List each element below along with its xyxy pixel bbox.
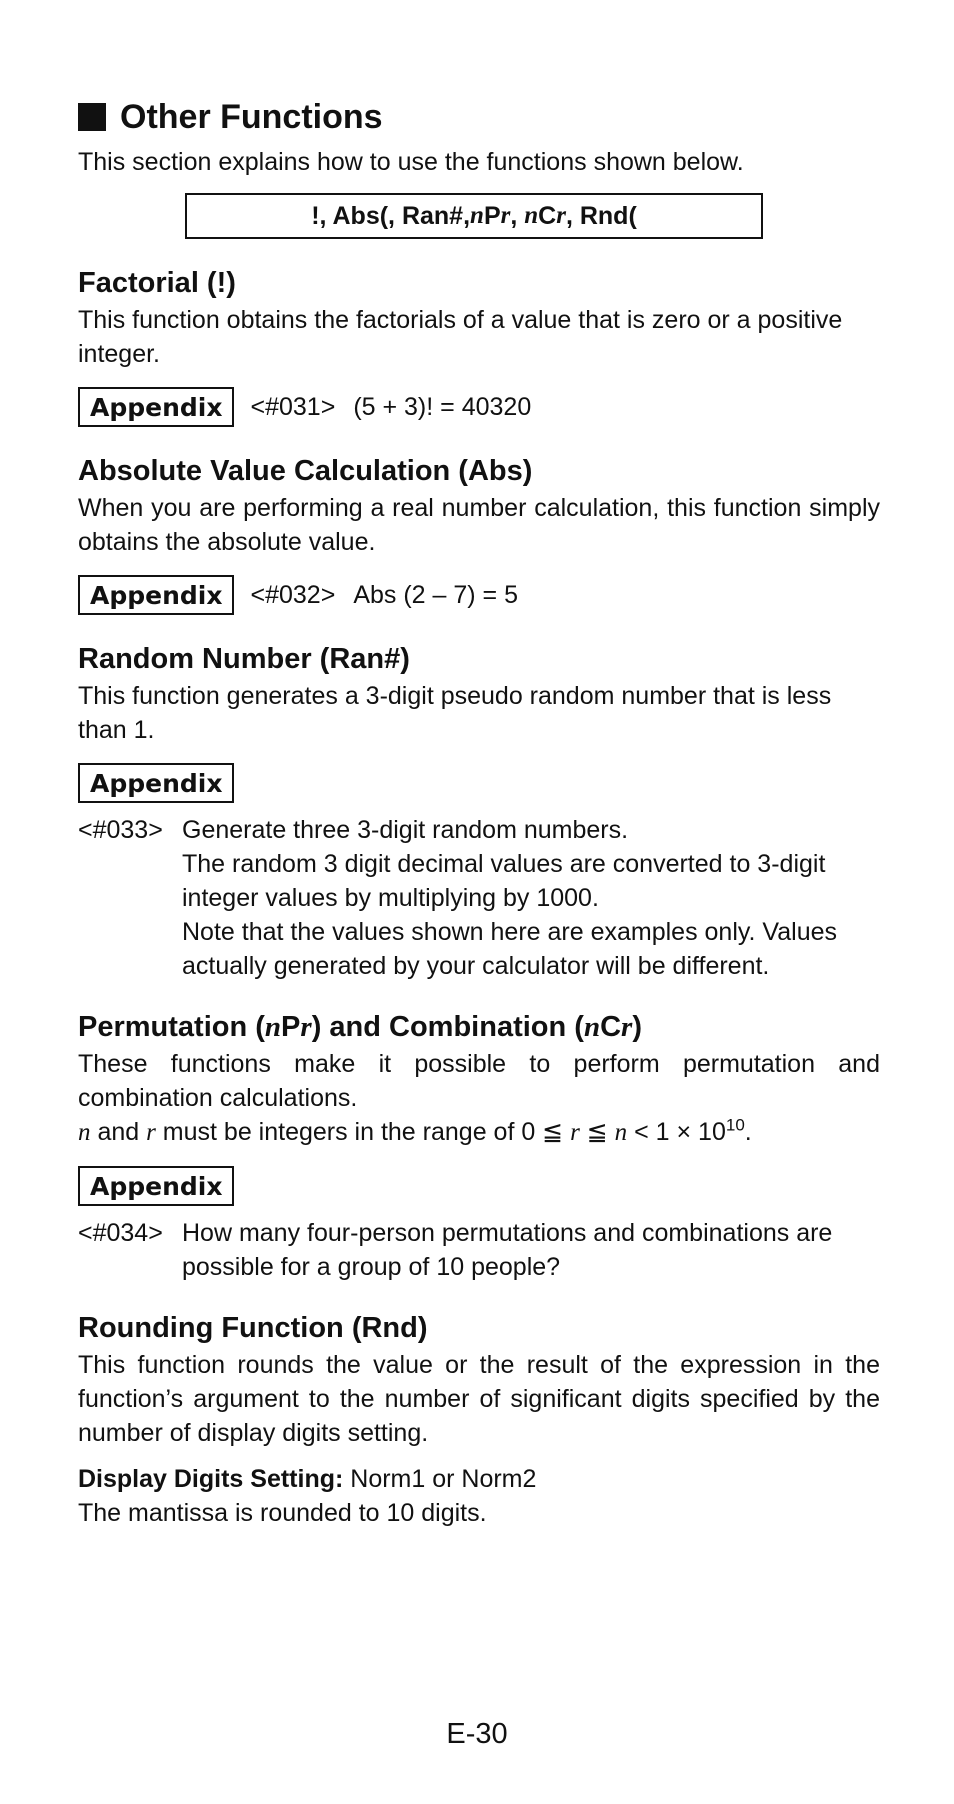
functions-n-symbol: n — [470, 202, 484, 229]
factorial-heading: Factorial (!) — [78, 267, 236, 299]
range-r: r — [146, 1119, 156, 1146]
manual-page — [78, 95, 880, 1530]
random-appendix-row — [78, 763, 880, 803]
functions-p-symbol: P — [483, 201, 501, 230]
random-description: This function generates a 3-digit pseudo random number that is less than 1. — [78, 682, 832, 744]
functions-box — [185, 193, 763, 239]
abs-description: When you are performing a real number calculation, this function simply obtains the absolute value. — [78, 494, 880, 556]
functions-r-symbol: r — [556, 202, 566, 229]
functions-r-symbol: r — [500, 202, 511, 229]
perm-title-part: Permutation ( — [78, 1011, 265, 1043]
factorial-description: This function obtains the factorials of a value that is zero or a positive integer. — [78, 306, 843, 368]
functions-list-text: !, Abs(, Ran#, — [311, 201, 471, 230]
example-expression: Abs (2 – 7) = 5 — [353, 580, 518, 609]
example-ref: <#033> — [78, 816, 163, 844]
perm-title-n: n — [264, 1011, 282, 1043]
perm-title-r: r — [621, 1011, 633, 1043]
perm-title-r: r — [300, 1011, 312, 1043]
display-digits-setting — [78, 1462, 880, 1496]
appendix-label: Appendix — [78, 763, 234, 803]
range-r: r — [570, 1119, 580, 1146]
perm-title-end: ) — [632, 1011, 642, 1043]
factorial-appendix-row — [78, 387, 880, 427]
range-end: . — [744, 1118, 752, 1146]
rounding-note: The mantissa is rounded to 10 digits. — [78, 1499, 487, 1527]
range-text: ≦ — [579, 1118, 615, 1146]
page-number: E-30 — [446, 1718, 508, 1750]
abs-heading: Absolute Value Calculation (Abs) — [78, 455, 533, 487]
rounding-heading: Rounding Function (Rnd) — [78, 1312, 428, 1344]
perm-description: These functions make it possible to perform permutation and combination calculations. — [78, 1050, 880, 1112]
functions-separator: , — [510, 201, 525, 230]
functions-list-end: , Rnd( — [565, 201, 637, 230]
abs-appendix-row — [78, 575, 880, 615]
perm-range — [78, 1115, 880, 1150]
example-expression: (5 + 3)! = 40320 — [353, 392, 532, 421]
perm-example — [78, 1216, 880, 1284]
random-example-line2: The random 3 digit decimal values are converted to 3-digit integer values by multiplying by 1000. — [182, 850, 826, 912]
perm-title-part: ) and Combination ( — [311, 1011, 584, 1043]
random-example-line3: Note that the values shown here are examples only. Values actually generated by your calculator will be different. — [182, 918, 838, 980]
section-title — [78, 95, 880, 139]
example-ref: <#034> — [78, 1219, 163, 1247]
setting-value: Norm1 or Norm2 — [343, 1465, 537, 1493]
range-n: n — [614, 1119, 628, 1146]
perm-example-question: How many four-person permutations and combinations are possible for a group of 10 people? — [182, 1219, 833, 1281]
section-intro: This section explains how to use the functions shown below. — [78, 148, 744, 176]
setting-label: Display Digits Setting: — [78, 1465, 344, 1493]
example-ref: <#031> — [250, 392, 336, 421]
black-square-icon — [78, 103, 106, 131]
functions-n-symbol: n — [524, 202, 539, 229]
random-example-line1: Generate three 3-digit random numbers. — [182, 816, 629, 844]
perm-title-p: P — [281, 1011, 301, 1043]
example-ref: <#032> — [250, 580, 336, 609]
random-heading: Random Number (Ran#) — [78, 643, 410, 675]
perm-title-n: n — [583, 1011, 601, 1043]
range-text: must be integers in the range of 0 ≦ — [155, 1118, 571, 1146]
range-exponent: 10 — [725, 1115, 745, 1135]
range-n: n — [78, 1119, 91, 1146]
appendix-label: Appendix — [78, 1166, 234, 1206]
range-text: and — [90, 1118, 147, 1146]
functions-c-symbol: C — [538, 201, 557, 230]
appendix-label: Appendix — [78, 575, 234, 615]
perm-comb-heading — [78, 1007, 880, 1047]
random-example — [78, 813, 880, 983]
perm-title-c: C — [600, 1011, 622, 1043]
perm-appendix-row — [78, 1166, 880, 1206]
range-text: < 1 × 10 — [627, 1118, 726, 1146]
section-title-text: Other Functions — [120, 98, 383, 136]
appendix-label: Appendix — [78, 387, 234, 427]
rounding-description: This function rounds the value or the result of the expression in the function’s argument to the number of significant digits specified by the number of display digits setting. — [78, 1351, 880, 1447]
